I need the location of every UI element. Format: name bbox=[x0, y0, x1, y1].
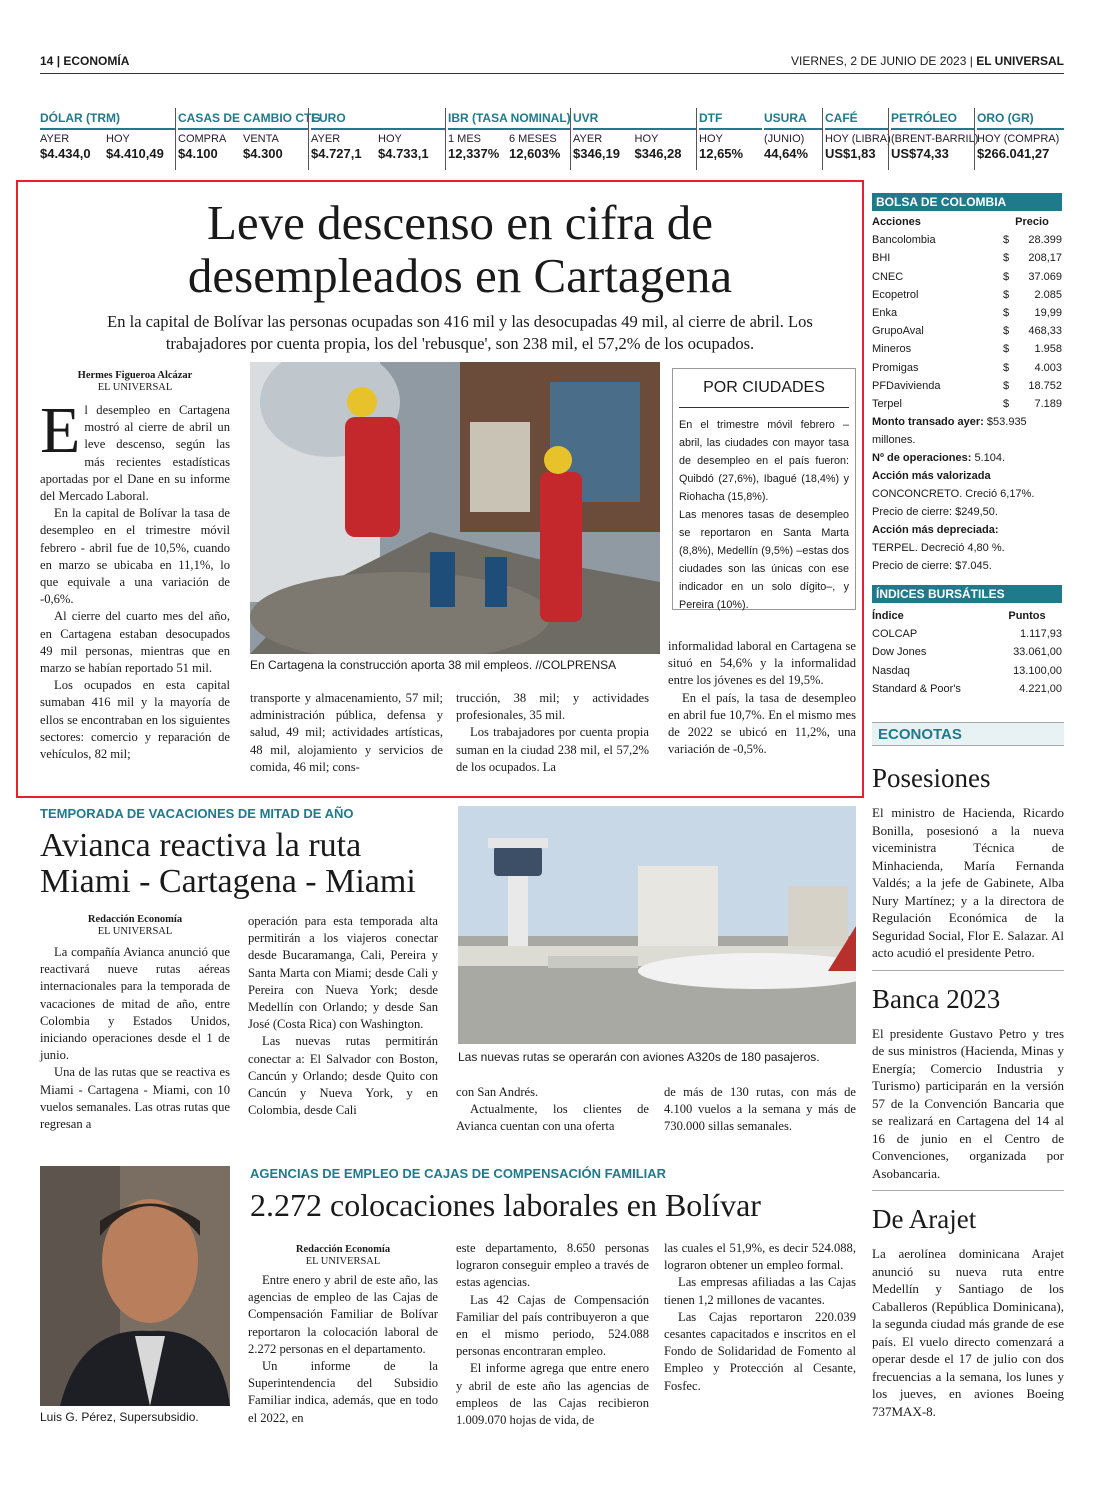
story-paragraph: Una de las rutas que se reactiva es Miami - Cartagena - Miami, con 10 vuelos semanales. Las otras rutas que regresan a bbox=[40, 1065, 230, 1132]
stock-price: 7.189 bbox=[1034, 398, 1062, 411]
ticker-sublabels bbox=[891, 130, 979, 145]
ticker-value: 12,337% bbox=[448, 146, 500, 161]
index-name: Standard & Poor's bbox=[872, 682, 961, 695]
ticker-value: 44,64% bbox=[764, 146, 809, 161]
ticker-values bbox=[178, 145, 308, 161]
story-paragraph: Las 42 Cajas de Compensación Familiar del país contribuyeron a que en el mismo periodo, 524.088 personas encontraran empleo. bbox=[456, 1292, 649, 1359]
index-row bbox=[872, 625, 1062, 643]
ticker-sublabel: AYER bbox=[311, 133, 341, 145]
bolsa-depreciada-label: Acción más depreciada: bbox=[872, 524, 999, 537]
ticker-sublabel: 6 MESES bbox=[509, 133, 557, 145]
avianca-column-2 bbox=[248, 913, 438, 1119]
lead-headline: Leve descenso en cifra de desempleados en Cartagena bbox=[187, 195, 733, 303]
ticker-value: $4.727,1 bbox=[311, 146, 362, 161]
story-paragraph: Las empresas afiliadas a las Cajas tienen 1,2 millones de vacantes. bbox=[664, 1275, 856, 1307]
story-paragraph: este departamento, 8.650 personas lograron conseguir empleo a través de estas agencias. bbox=[456, 1241, 649, 1290]
stock-price: 37.069 bbox=[1028, 270, 1062, 283]
ticker-sublabel: (BRENT-BARRIL) bbox=[891, 133, 979, 145]
currency-symbol: $ bbox=[1003, 288, 1010, 301]
ticker-value: $4.434,0 bbox=[40, 146, 91, 161]
ticker-sublabels bbox=[573, 130, 696, 145]
stock-name: PFDavivienda bbox=[872, 379, 941, 392]
market-ticker bbox=[40, 108, 1064, 170]
lead-deck: En la capital de Bolívar las personas ocupadas son 416 mil y las desocupadas 49 mil, al cierre de abril. Los trabajadores por cuenta propia, los del 'rebusque', son 238 mil, el 57,2% de los ocupados. bbox=[107, 312, 813, 353]
ticker-value: 12,603% bbox=[509, 146, 561, 161]
ticker-item bbox=[822, 108, 891, 170]
stock-name: CNEC bbox=[872, 270, 904, 283]
currency-symbol: $ bbox=[1003, 343, 1010, 356]
currency-symbol: $ bbox=[1003, 361, 1010, 374]
indices-heading: ÍNDICES BURSÁTILES bbox=[872, 585, 1062, 603]
avianca-column-3 bbox=[456, 1084, 649, 1136]
stock-row bbox=[872, 231, 1062, 249]
ticker-item bbox=[888, 108, 979, 170]
stock-price: 1.958 bbox=[1034, 343, 1062, 356]
ticker-item bbox=[762, 108, 822, 170]
stock-row bbox=[872, 286, 1062, 304]
ticker-item bbox=[308, 108, 445, 170]
bolsa-box bbox=[872, 193, 1062, 575]
author-name: Redacción Economía bbox=[295, 1244, 391, 1255]
econota-item bbox=[872, 762, 1064, 971]
ticker-values bbox=[891, 145, 974, 161]
ticker-sublabels bbox=[764, 130, 822, 145]
airport-photo bbox=[458, 806, 856, 1044]
index-value: 33.061,00 bbox=[1013, 646, 1062, 659]
ticker-sublabels bbox=[311, 130, 445, 145]
currency-symbol: $ bbox=[1003, 234, 1010, 247]
bolsa-table-header bbox=[872, 213, 1062, 231]
ticker-sublabel: HOY bbox=[699, 133, 723, 145]
bolsa-monto bbox=[872, 413, 1062, 449]
sidebar-por-ciudades bbox=[672, 368, 856, 610]
ticker-value: $4.410,49 bbox=[106, 146, 164, 161]
stock-name: Enka bbox=[872, 307, 898, 320]
ticker-sublabel: COMPRA bbox=[178, 133, 227, 145]
currency-symbol: $ bbox=[1003, 270, 1010, 283]
story-paragraph: Actualmente, los clientes de Avianca cuentan con una oferta bbox=[456, 1102, 649, 1134]
econota-text: La aerolínea dominicana Arajet anunció su nueva ruta entre Medellín y Santiago de los Caballeros (República Dominicana), la segunda ciudad más grande de ese país. El vuelo directo comenzará a operar desde el 17 de julio con dos frecuencias a la semana, los lunes y los jueves, en aviones Boeing 737MAX-8. bbox=[872, 1246, 1064, 1419]
cajas-byline bbox=[248, 1244, 438, 1268]
econota-title: Posesiones bbox=[872, 763, 991, 793]
story-paragraph: Un informe de la Superintendencia del Subsidio Familiar indica, además, que en todo el 2022, en bbox=[248, 1359, 438, 1425]
stock-price: 468,33 bbox=[1028, 325, 1062, 338]
cajas-headline: 2.272 colocaciones laborales en Bolívar bbox=[250, 1187, 761, 1223]
ticker-sublabel: HOY (LIBRA) bbox=[825, 133, 891, 145]
page-number: 14 bbox=[40, 54, 54, 68]
label: Nº de operaciones: bbox=[872, 452, 972, 465]
story-paragraph: las cuales el 51,9%, es decir 524.088, lograron obtener un empleo formal. bbox=[664, 1241, 856, 1273]
bolsa-heading: BOLSA DE COLOMBIA bbox=[872, 193, 1062, 211]
lead-photo-caption: En Cartagena la construcción aporta 38 mil empleos. //COLPRENSA bbox=[250, 658, 617, 672]
index-name: COLCAP bbox=[872, 628, 918, 641]
ticker-value: $346,28 bbox=[634, 146, 682, 161]
stock-row bbox=[872, 359, 1062, 377]
index-name: Nasdaq bbox=[872, 664, 910, 677]
author-outlet: EL UNIVERSAL bbox=[97, 382, 173, 393]
box-paragraph: Las menores tasas de desempleo se reportaron en Santa Marta (8,8%), Medellín (9,5%) –estas dos ciudades son las únicas con ese indicador en un solo dígito–, y Pereira (10%). bbox=[679, 509, 849, 611]
lead-paragraph: informalidad laboral en Cartagena se situó en 54,6% y la informalidad entre los jóvenes es del 19,5%. bbox=[668, 639, 856, 688]
econota-text: El presidente Gustavo Petro y tres de sus ministros (Hacienda, Minas y Energía; Comercio Industria y Turismo) participarán en la versión 57 de la Convención Bancaria que se realizará en Cartagena del 14 al 16 de junio en el Centro de Convenciones, organizada por Asobancaria. bbox=[872, 1025, 1064, 1181]
econota-title: Banca 2023 bbox=[872, 983, 1001, 1014]
portrait-caption: Luis G. Pérez, Supersubsidio. bbox=[40, 1410, 199, 1424]
construction-photo bbox=[250, 362, 660, 654]
column-header: Índice bbox=[872, 610, 904, 622]
econota-item bbox=[872, 983, 1064, 1192]
indices-table bbox=[872, 625, 1062, 698]
stock-name: GrupoAval bbox=[872, 325, 924, 338]
currency-symbol: $ bbox=[1003, 379, 1010, 392]
ticker-sublabels bbox=[825, 130, 891, 145]
cajas-kicker: AGENCIAS DE EMPLEO DE CAJAS DE COMPENSACIÓN FAMILIAR bbox=[250, 1166, 667, 1181]
cajas-column-2 bbox=[456, 1240, 649, 1429]
index-value: 13.100,00 bbox=[1013, 664, 1062, 677]
author-name: Redacción Economía bbox=[87, 914, 183, 925]
story-paragraph: Las nuevas rutas permitirán conectar a: El Salvador con Boston, Cancún y Orlando; desde Quito con Cancún y Nueva York, y en Colombia, desde Cali bbox=[248, 1034, 438, 1118]
currency-symbol: $ bbox=[1003, 307, 1010, 320]
stock-row bbox=[872, 322, 1062, 340]
ticker-values bbox=[573, 145, 696, 161]
ticker-values bbox=[825, 145, 888, 161]
ticker-values bbox=[699, 145, 762, 161]
ticker-item bbox=[40, 108, 175, 170]
econota-title: De Arajet bbox=[872, 1204, 977, 1234]
ticker-value: $4.733,1 bbox=[378, 146, 429, 161]
econotas-heading-bar bbox=[872, 722, 1064, 746]
lead-paragraph: Los ocupados en esta capital sumaban 416 mil y la mayoría de ellos se encontraban en los siguientes sectores: comercio y reparación de vehículos, 82 mil; bbox=[40, 678, 230, 762]
ticker-values bbox=[764, 145, 822, 161]
avianca-byline bbox=[40, 914, 230, 938]
stock-name: Terpel bbox=[872, 398, 902, 411]
airport-illustration bbox=[458, 806, 856, 1044]
drop-cap: E bbox=[40, 394, 81, 467]
ticker-sublabels bbox=[448, 130, 570, 145]
ticker-sublabel: AYER bbox=[573, 133, 603, 145]
stock-name: Bancolombia bbox=[872, 234, 936, 247]
box-paragraph: En el trimestre móvil febrero – abril, las ciudades con mayor tasa de desempleo en el país fueron: Quibdó (27,6%), Ibagué (18,4%) y Riohacha (15,8%). bbox=[679, 419, 849, 503]
ticker-sublabel: AYER bbox=[40, 133, 70, 145]
ticker-value: US$1,83 bbox=[825, 146, 876, 161]
stock-price: 4.003 bbox=[1034, 361, 1062, 374]
lead-column-3 bbox=[456, 690, 649, 776]
author-outlet: EL UNIVERSAL bbox=[97, 926, 173, 937]
lead-column-1 bbox=[40, 394, 230, 763]
index-row bbox=[872, 643, 1062, 661]
ticker-name: UVR bbox=[573, 108, 696, 130]
portrait-illustration bbox=[40, 1166, 230, 1406]
column-header: Puntos bbox=[1008, 610, 1046, 622]
lead-paragraph: l desempleo en Cartagena mostró al cierre de abril un leve descenso, según las más recientes estadísticas aportadas por el Dane en su informe del Mercado Laboral. bbox=[40, 403, 230, 504]
stock-row bbox=[872, 395, 1062, 413]
cajas-column-3 bbox=[664, 1240, 856, 1395]
ticker-item bbox=[570, 108, 696, 170]
stock-row bbox=[872, 268, 1062, 286]
ticker-sublabels bbox=[699, 130, 762, 145]
econota-text: El ministro de Hacienda, Ricardo Bonilla, posesionó a la nueva viceministra Técnica de Minhacienda, María Fernanda Valdés; a la jefe de Gabinete, Alba Nury Martínez; y a la directora de Regulación Económica de la Seguridad Social, Flor E. Salazar. Al acto acudió el presidente Petro. bbox=[872, 805, 1064, 960]
story-paragraph: con San Andrés. bbox=[456, 1085, 539, 1099]
ticker-name: CASAS DE CAMBIO CTG bbox=[178, 108, 308, 130]
label: Monto transado ayer: bbox=[872, 416, 984, 429]
bolsa-table bbox=[872, 231, 1062, 413]
bolsa-valorizada-label: Acción más valorizada bbox=[872, 470, 991, 483]
index-row bbox=[872, 662, 1062, 680]
lead-paragraph: transporte y almacenamiento, 57 mil; administración pública, defensa y salud, 49 mil; actividades artísticas, 48 mil, alojamiento y servicios de comida, 46 mil; cons- bbox=[250, 691, 443, 774]
issue-date: VIERNES, 2 DE JUNIO DE 2023 bbox=[791, 54, 967, 68]
index-row bbox=[872, 680, 1062, 698]
ticker-sublabels bbox=[977, 130, 1064, 145]
ticker-values bbox=[448, 145, 570, 161]
airport-photo-caption: Las nuevas rutas se operarán con aviones A320s de 180 pasajeros. bbox=[458, 1050, 820, 1064]
econota-item bbox=[872, 1203, 1064, 1428]
avianca-column-1 bbox=[40, 944, 230, 1133]
bolsa-depreciada-line: Precio de cierre: $7.045. bbox=[872, 560, 992, 573]
stock-price: 208,17 bbox=[1028, 252, 1062, 265]
ticker-values bbox=[311, 145, 445, 161]
lead-paragraph: Los trabajadores por cuenta propia suman en la ciudad 238 mil, el 57,2% de los ocupados. La bbox=[456, 725, 649, 774]
ticker-sublabel: HOY bbox=[106, 133, 130, 145]
lead-paragraph: En la capital de Bolívar la tasa de desempleo en el trimestre móvil febrero - abril fue de 10,5%, cuando en marzo se ubicaba en 11,1%, lo que equivale a una variación de -0,6%. bbox=[40, 506, 230, 607]
stock-row bbox=[872, 249, 1062, 267]
stock-name: Mineros bbox=[872, 343, 912, 356]
bolsa-valorizada-line: Precio de cierre: $249,50. bbox=[872, 506, 998, 519]
econotas-list bbox=[872, 762, 1064, 1440]
stock-name: Ecopetrol bbox=[872, 288, 919, 301]
ticker-value: 12,65% bbox=[699, 146, 744, 161]
lead-byline bbox=[40, 370, 230, 394]
story-paragraph: El informe agrega que entre enero y abril de este año las agencias de empleos de las Cajas recibieron 1.009.070 hojas de vida, de bbox=[456, 1361, 649, 1428]
ticker-name: DTF bbox=[699, 108, 762, 130]
currency-symbol: $ bbox=[1003, 325, 1010, 338]
story-paragraph: de más de 130 rutas, con más de 4.100 vuelos a la semana y más de 730.000 sillas semanales. bbox=[664, 1085, 856, 1134]
section-name: ECONOMÍA bbox=[63, 54, 130, 68]
ticker-sublabel: HOY bbox=[634, 133, 659, 145]
ticker-sublabel: HOY bbox=[378, 133, 402, 145]
ticker-value: $346,19 bbox=[573, 146, 620, 161]
paper-name: EL UNIVERSAL bbox=[976, 54, 1064, 68]
ticker-sublabel: VENTA bbox=[243, 133, 279, 145]
stock-price: 28.399 bbox=[1028, 234, 1062, 247]
ticker-sublabel: (JUNIO) bbox=[764, 133, 805, 145]
ticker-item bbox=[445, 108, 570, 170]
ticker-name: ORO (GR) bbox=[977, 108, 1064, 130]
value: $53.935 millones. bbox=[872, 416, 1027, 447]
bolsa-valorizada-line: CONCONCRETO. Creció 6,17%. bbox=[872, 488, 1035, 501]
story-paragraph: Las Cajas reportaron 220.039 cesantes capacitados e inscritos en el Fondo de Solidaridad de Fomento al Empleo y Protección al Cesante, Fosfec. bbox=[664, 1309, 856, 1393]
page-section: 14 | ECONOMÍA bbox=[40, 54, 130, 68]
ticker-value: $4.300 bbox=[243, 146, 283, 161]
lead-column-2 bbox=[250, 690, 443, 776]
stock-name: BHI bbox=[872, 252, 891, 265]
indices-box bbox=[872, 585, 1062, 698]
ticker-name: EURO bbox=[311, 108, 445, 130]
lead-paragraph: trucción, 38 mil; y actividades profesionales, 35 mil. bbox=[456, 691, 649, 723]
ticker-value: US$74,33 bbox=[891, 146, 949, 161]
ticker-item bbox=[974, 108, 1064, 170]
avianca-kicker: TEMPORADA DE VACACIONES DE MITAD DE AÑO bbox=[40, 806, 354, 821]
ticker-sublabels bbox=[178, 130, 308, 145]
currency-symbol: $ bbox=[1003, 252, 1010, 265]
ticker-sublabel: 1 MES bbox=[448, 133, 482, 145]
column-header: Acciones bbox=[872, 216, 921, 228]
page-header bbox=[40, 52, 1064, 74]
cajas-column-1 bbox=[248, 1272, 438, 1427]
currency-symbol: $ bbox=[1003, 398, 1010, 411]
avianca-column-4 bbox=[664, 1084, 856, 1136]
stock-row bbox=[872, 340, 1062, 358]
avianca-headline: Avianca reactiva la ruta Miami - Cartagena - Miami bbox=[40, 827, 416, 900]
value: 5.104. bbox=[971, 452, 1006, 465]
author-outlet: EL UNIVERSAL bbox=[305, 1256, 381, 1267]
story-paragraph: La compañía Avianca anunció que reactivará nueve rutas aéreas internacionales para la temporada de vacaciones de mitad de año, entre Colombia y Estados Unidos, iniciando operaciones desde el 1 de junio. bbox=[40, 945, 230, 1063]
stock-name: Promigas bbox=[872, 361, 919, 374]
ticker-name: CAFÉ bbox=[825, 108, 888, 130]
column-header: Precio bbox=[1015, 216, 1049, 228]
ticker-sublabel: HOY (COMPRA) bbox=[977, 133, 1060, 145]
bolsa-depreciada-line: TERPEL. Decreció 4,80 %. bbox=[872, 542, 1005, 555]
box-title: POR CIUDADES bbox=[679, 375, 849, 408]
stock-price: 2.085 bbox=[1034, 288, 1062, 301]
portrait-photo bbox=[40, 1166, 230, 1406]
bolsa-ops bbox=[872, 449, 1062, 467]
ticker-item bbox=[175, 108, 321, 170]
ticker-sublabels bbox=[40, 130, 175, 145]
ticker-name: DÓLAR (TRM) bbox=[40, 108, 175, 130]
stock-row bbox=[872, 304, 1062, 322]
index-name: Dow Jones bbox=[872, 646, 927, 659]
index-value: 1.117,93 bbox=[1019, 628, 1062, 641]
stock-price: 18.752 bbox=[1028, 379, 1062, 392]
ticker-name: PETRÓLEO bbox=[891, 108, 974, 130]
lead-paragraph: Al cierre del cuarto mes del año, en Cartagena estaban desocupados 49 mil personas, mientras que en marzo se habían reportado 51 mil. bbox=[40, 609, 230, 676]
lead-paragraph: En el país, la tasa de desempleo en abril fue 10,7%. En el mismo mes de 2022 se ubicó en 11,2%, una variación de -0,5%. bbox=[668, 690, 856, 757]
page-dateline: VIERNES, 2 DE JUNIO DE 2023 | EL UNIVERSAL bbox=[791, 54, 1064, 68]
construction-illustration bbox=[250, 362, 660, 654]
ticker-value: $4.100 bbox=[178, 146, 218, 161]
story-paragraph: Entre enero y abril de este año, las agencias de empleo de las Cajas de Compensación Familiar de Bolívar reportaron la colocación laboral de 2.272 personas en el departamento. bbox=[248, 1273, 438, 1356]
ticker-value: $266.041,27 bbox=[977, 146, 1050, 161]
ticker-item bbox=[696, 108, 762, 170]
econotas-heading: ECONOTAS bbox=[878, 726, 962, 743]
ticker-name: USURA bbox=[764, 108, 822, 130]
stock-row bbox=[872, 377, 1062, 395]
index-value: 4.221,00 bbox=[1019, 682, 1062, 695]
indices-table-header bbox=[872, 607, 1062, 625]
ticker-values bbox=[977, 145, 1064, 161]
lead-column-4 bbox=[668, 638, 856, 758]
ticker-name: IBR (TASA NOMINAL) bbox=[448, 108, 570, 130]
author-name: Hermes Figueroa Alcázar bbox=[77, 370, 193, 381]
ticker-values bbox=[40, 145, 175, 161]
story-paragraph: operación para esta temporada alta permitirán a los viajeros conectar desde Bucaramanga, Cali, Pereira y Santa Marta con Miami; desde Cali y Pereira con Nueva York; desde Medellín con Orlando; y desde San José (Costa Rica) con Washington. bbox=[248, 914, 438, 1032]
stock-price: 19,99 bbox=[1034, 307, 1062, 320]
